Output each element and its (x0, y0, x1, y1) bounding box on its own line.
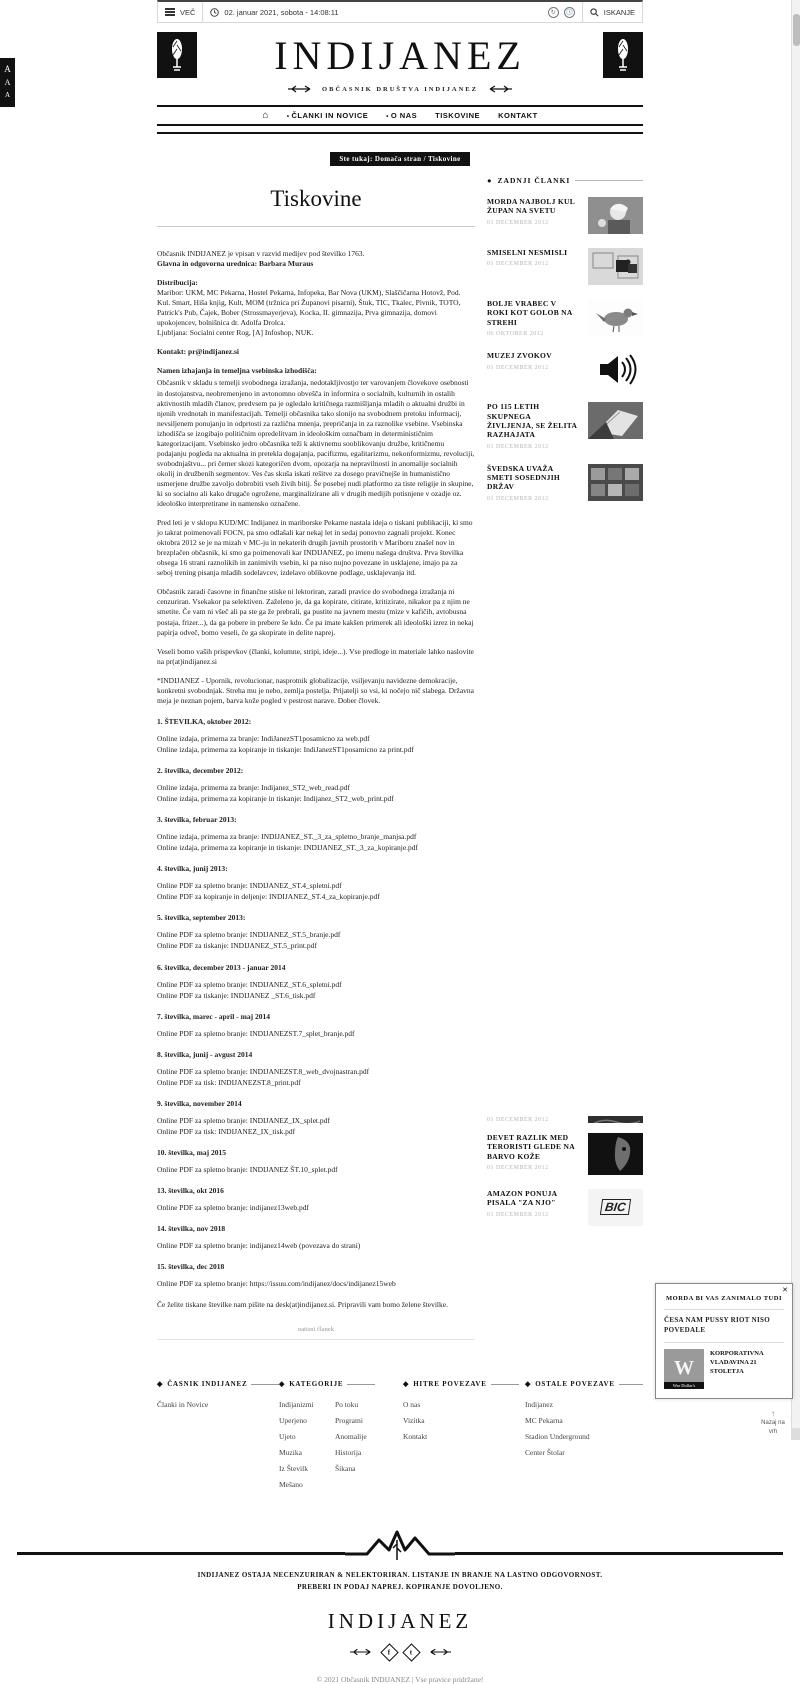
sidebar-article-date: 01 DECEMBER 2012 (487, 495, 549, 502)
issue-link[interactable]: Online PDF za spletno branje: INDIJANEZST.8_web_dvojnastran.pdf (157, 1066, 370, 1076)
datetime-text: 02. januar 2021, sobota - 14:08:11 (224, 7, 339, 17)
sidebar-article[interactable] (487, 197, 643, 234)
diamond-icon: ◆ (279, 1380, 286, 1389)
issue-heading: 10. številka, maj 2015 (157, 1148, 226, 1158)
footer-link-onas[interactable]: O nas (403, 1400, 421, 1410)
issue-link[interactable]: Online PDF za tisk: INDIJANEZ_IX_tisk.pdf (157, 1127, 296, 1136)
sidebar-article-date: 01 DECEMBER 2012 (487, 1211, 549, 1218)
dropdown-dot-icon: • (286, 114, 290, 120)
back-to-top-button[interactable] (758, 1408, 788, 1436)
more-menu-label: VEČ (180, 7, 196, 17)
browser-scrollbar[interactable] (791, 0, 800, 1440)
facebook-icon[interactable]: f (380, 1643, 398, 1661)
issue-heading: 1. ŠTEVILKA, oktober 2012: (157, 716, 252, 726)
footer-logo-text[interactable]: INDIJANEZ (327, 1608, 473, 1633)
sidebar-article[interactable] (487, 351, 643, 388)
article-column (157, 176, 475, 1354)
sidebar-article-date: 01 DECEMBER 2012 (487, 261, 549, 268)
article-thumbnail[interactable] (588, 299, 643, 336)
font-size-widget[interactable] (0, 58, 15, 107)
issue-block-9 (157, 1099, 475, 1137)
issue-link[interactable]: Online izdaja, primerna za branje: INDIJANEZ_ST._3_za_spletno_branje_manjsa.pdf (157, 832, 417, 842)
sidebar-article-title[interactable]: ŠVEDSKA UVAŽA SMETI SOSEDNJIH DRŽAV (487, 463, 561, 492)
sidebar-title-rule (575, 180, 643, 181)
sidebar-article-title[interactable]: MORDA NAJBOLJ KUL ŽUPAN NA SVETU (487, 197, 575, 216)
article-thumbnail[interactable] (588, 464, 643, 501)
bullet-icon: ● (487, 176, 493, 185)
quick-icons (541, 2, 582, 22)
footer-link-underground[interactable]: Stadion Underground (525, 1432, 590, 1442)
issue-link[interactable]: Online PDF za kopiranje in deljenje: INDIJANEZ_ST.4_za_kopiranje.pdf (157, 892, 380, 902)
nav-item-tiskovine[interactable]: TISKOVINE (435, 111, 481, 120)
distribution-label: Distribucija: (157, 278, 198, 288)
manifesto-paragraph: *INDIJANEZ - Upornik, revolucionar, nasprotnik globalizacije, vsiljevanju navidezne demokracije, konkretni svobodnjak. Streha mu je nebo, zemlja postelja. Prijatelji so vsi, ki nočejo nič slabega. Državna meja je neznan pojem, barva kože pogled v pestrost narave. Dober človek. (157, 675, 475, 705)
footer-col-header: HITRE POVEZAVE (413, 1380, 487, 1389)
refresh-icon[interactable]: ↻ (548, 7, 559, 18)
issue-heading: 7. številka, marec - april - maj 2014 (157, 1011, 270, 1021)
issue-link[interactable]: Online izdaja, primerna za branje: IndiJanezST1posamicno za web.pdf (157, 733, 370, 743)
diamond-icon: ◆ (525, 1380, 532, 1389)
twitter-icon[interactable]: t (402, 1643, 420, 1661)
sidebar-article-title[interactable]: DEVET RAZLIK MED TERORISTI GLEDE NA BARVO KOŽE (487, 1132, 575, 1161)
bic-thumbnail[interactable] (588, 1189, 643, 1226)
issue-heading: 3. številka, februar 2013: (157, 815, 237, 825)
nav-underline (157, 132, 643, 134)
issue-link[interactable]: Online PDF za spletno branje: INDIJANEZ_IX_splet.pdf (157, 1115, 330, 1125)
issue-block-8 (157, 1050, 475, 1088)
issue-heading: 9. številka, november 2014 (157, 1098, 242, 1108)
issue-link[interactable]: Online izdaja, primerna za kopiranje in tiskanje: IndiJanezST1posamicno za print.pdf (157, 744, 414, 754)
speaker-thumbnail[interactable] (588, 351, 643, 388)
sidebar-article[interactable] (487, 1133, 643, 1175)
footer-col-header: OSTALE POVEZAVE (535, 1380, 615, 1389)
issue-link[interactable]: Online PDF za spletno branje: indijanez14web (povezava do strani) (157, 1241, 361, 1251)
issue-heading: 15. številka, dec 2018 (157, 1262, 225, 1272)
arrow-ornament-icon (427, 1648, 451, 1656)
category-link[interactable]: Po toku (335, 1400, 359, 1410)
editor-line: Glavna in odgovorna urednica: Barbara Muraus (157, 259, 314, 269)
copyright-text: © 2021 Občasnik INDIJANEZ | Vse pravice pridržane! (316, 1674, 484, 1684)
font-increase-button[interactable]: A (4, 64, 11, 74)
contributions-paragraph: Veseli bomo vaših prispevkov (članki, kolumne, stripi, ideje...). Vse predloge in materiale lahko naslovite na pr(at)indijanez.si (157, 646, 474, 666)
sidebar-article[interactable] (487, 299, 643, 337)
sidebar-article-title[interactable]: AMAZON PONUJA PISALA "ZA NJO" (487, 1188, 557, 1208)
issue-heading: 4. številka, junij 2013: (157, 864, 228, 874)
category-list-right (335, 1400, 391, 1496)
history-icon[interactable]: 🕓 (564, 7, 575, 18)
issue-block-4 (157, 864, 475, 902)
tagline-text: OBČASNIK DRUŠTVA INDIJANEZ (322, 85, 478, 93)
issue-heading: 5. številka, september 2013: (157, 913, 246, 923)
up-arrow-icon: ↑ (771, 1409, 775, 1419)
category-link[interactable]: Uperjeno (279, 1416, 307, 1426)
sidebar-article[interactable] (487, 464, 643, 502)
issue-heading: 2. številka, december 2012: (157, 765, 244, 775)
datetime-display (202, 2, 345, 22)
article-thumbnail[interactable] (588, 248, 643, 285)
sidebar-title: ZADNJI ČLANKI (497, 176, 571, 185)
issue-block-5 (157, 913, 475, 951)
diamond-icon: ◆ (157, 1380, 164, 1389)
disclaimer-line-1: INDIJANEZ OSTAJA NECENZURIRAN & NELEKTORIRAN. LISTANJE IN BRANJE NA LASTNO ODGOVORNOST. (197, 1571, 603, 1580)
contact-line[interactable]: Kontakt: pr@indijanez.si (157, 347, 239, 357)
issue-block-3 (157, 815, 475, 853)
thumbnail-caption: War Dollar's (664, 1382, 704, 1389)
issue-link[interactable]: Online izdaja, primerna za branje: Indijanez_ST2_web_read.pdf (157, 783, 351, 793)
article-thumbnail[interactable] (588, 1133, 643, 1175)
top-bar (157, 0, 643, 23)
arrow-ornament-icon (288, 85, 314, 93)
arrow-ornament-icon (350, 1648, 374, 1656)
sidebar-article-date: 01 DECEMBER 2012 (487, 1164, 549, 1171)
issue-block-2 (157, 766, 475, 804)
article-thumbnail[interactable] (588, 197, 643, 234)
issue-link[interactable]: Online izdaja, primerna za kopiranje in tiskanje: Indijanez_ST2_web_print.pdf (157, 794, 394, 804)
breadcrumb[interactable]: Ste tukaj: Domača stran / Tiskovine (330, 152, 469, 166)
footer-divider (157, 1530, 643, 1564)
issue-heading: 14. številka, nov 2018 (157, 1224, 226, 1234)
category-link[interactable]: Ujeto (279, 1432, 296, 1442)
sidebar-article-title[interactable]: MUZEJ ZVOKOV (487, 351, 552, 361)
site-tagline (157, 85, 643, 93)
article-thumbnail[interactable] (588, 402, 643, 439)
footer-link-indijanez[interactable]: Indijanez (525, 1400, 553, 1410)
sidebar-article-date: 01 DECEMBER 2012 (487, 1116, 549, 1123)
feather-logo-right[interactable] (603, 32, 643, 78)
closing-paragraph: Če želite tiskane številke nam pišite na desk(at)indijanez.si. Pripravili vam bomo želene številke. (157, 1300, 448, 1310)
sidebar-article-date: 06 OKTOBER 2012 (487, 331, 544, 338)
feather-logo-left[interactable] (157, 32, 197, 78)
issue-heading: 6. številka, december 2013 - januar 2014 (157, 962, 286, 972)
arrow-ornament-icon (486, 85, 512, 93)
copyleft-paragraph: Občasnik zaradi časovne in finančne stiske ni lektoriran, zaradi pravice do svobodnega izražanja ni cenzuriran. Vsekakor pa selektiven. Zaželeno je, da ga kopirate, citirate, kritizirate, nikakor pa z njim ne smetite. Če vam ni všeč ali pa ste ga že prebrali, ga pustite na javnem mestu (mize v kafičih, avtobusna postaja, frizer...), da ga pobere in prebere še kdo. Če pa imate kakšen primerek ali ideološki izrez in nekaj papirja odveč, bomo veseli, če ga skopirate in delite naprej. (157, 587, 474, 637)
issue-link[interactable]: Online PDF za spletno branje: INDIJANEZ_ST.6_spletni.pdf (157, 979, 342, 989)
issue-block-15 (157, 1262, 475, 1289)
purpose-paragraph: Občasnik v skladu s temelji svobodnega izražanja, nedotakljivostjo ter varovanjem človekove osebnosti in dostojanstva, neobremenjeno in avtonomno obvešča in informira o socialnih, kulturnih in ostalih aktivnostih mladih članov, predvsem pa je ogledalo kritičnega razmišljanja mladih o aktualni družbi in njenih vrednotah in manifestacijah. Temelji občasnika tako slonijo na svobodnem pretoku informacij, nevsiljenem ponujanju in odprtosti za različna mnenja, prepričanja in za raznolike vsebine. Vsebinska izhodišča se izogibajo političnim opredelitvam in ideološkim označbam in determinističnim kategorizacijam. Vsebinsko jedro občasnika teži k aktivnemu sooblikovanju družbe, kritičnemu podajanju pogleda na aktualna in pretekla dogajanja, pacifizmu, egalitarizmu, nekonformizmu, revoluciji, svobodnjaštvu... pri čemer skozi kategoričen dvom, opozarja na nepravilnosti in anomalije socialnih okolij in družbenih segmentov. Ves čas skuša iskati rešitve za dosego pravičnejše in humanistično usmerjene družbe zavoljo dobrobiti vseh živih bitij. Še posebej nudi platformo za tiste religije in skupine, ki so socialno ali kako drugače ogrožene, marginalizirane ali v drugih medijih potisnjene v ozadje oz. ideološko interpretirane in namensko označene. (157, 378, 475, 509)
issue-link[interactable]: Online PDF za spletno branje: https://issuu.com/indijanez/docs/indijanez15web (157, 1279, 396, 1289)
more-menu-button[interactable] (158, 2, 202, 22)
category-link[interactable]: Šikana (335, 1464, 356, 1474)
footer-col-header: ČASNIK INDIJANEZ (167, 1380, 248, 1389)
print-article-link[interactable]: natisni članek (298, 1326, 334, 1334)
issue-block-6 (157, 963, 475, 1001)
hamburger-icon (165, 7, 175, 18)
category-link[interactable]: Anomalije (335, 1432, 367, 1442)
issue-block-10 (157, 1148, 475, 1175)
close-icon[interactable]: ✕ (782, 1286, 788, 1294)
nav-item-kontakt[interactable]: KONTAKT (498, 111, 538, 120)
footer-link-kontakt[interactable]: Kontakt (403, 1432, 428, 1442)
popup-related-item[interactable] (664, 1349, 784, 1389)
social-links (157, 1646, 643, 1659)
issue-link[interactable]: Online PDF za spletno branje: INDIJANEZST.7_splet_branje.pdf (157, 1028, 355, 1038)
registry-line: Občasnik INDIJANEZ je vpisan v razvid medijev pod številko 1763. (157, 249, 365, 258)
site-header (157, 23, 643, 97)
footer-col-header: KATEGORIJE (289, 1380, 344, 1389)
issue-block-1 (157, 717, 475, 755)
sidebar-article-title[interactable]: BOLJE VRABEC V ROKI KOT GOLOB NA STREHI (487, 299, 573, 327)
issue-link[interactable]: Online PDF za tiskanje: INDIJANEZ_ST.5_print.pdf (157, 941, 317, 951)
issue-link[interactable]: Online PDF za tiskanje: INDIJANEZ _ST.6_tisk.pdf (157, 990, 316, 1000)
clock-icon (210, 8, 219, 17)
dropdown-dot-icon: • (386, 114, 389, 120)
font-reset-button[interactable]: A (4, 78, 11, 87)
footer-link-center[interactable]: Center Štolar (525, 1448, 565, 1458)
history-paragraph: Pred leti je v sklopu KUD/MC Indijanez in mariborske Pekarne nastala ideja o tiskani publikaciji, ki smo jo takrat poimenovali FOCN, pa smo odlašali kar nekaj let in sedaj ponovno zagnali projekt. Konec oktobra 2012 se je na mizah v MC-ju in nekaterih drugih javnih prostorih v Mariboru znašel nov in brezplačen občasnik, ki smo ga poimenovali kar INDIJANEZ, po imenu našega društva. Prva številka obsega 16 strani raznolikih in zanimivih vsebin, ki pa niso nujno povezane in usklajene, imajo pa za seboj trening pisanja mladih sodelavcev, izdelavo oblikovne podlage, usklajevanja itd. (157, 518, 473, 578)
footer-link-vizitka[interactable]: Vizitka (403, 1416, 425, 1426)
back-to-top-label: Nazaj na vrh (761, 1420, 785, 1435)
war-dollars-thumbnail (664, 1349, 704, 1389)
popup-article-link[interactable]: ČESA NAM PUSSY RIOT NISO POVEDALE (664, 1316, 770, 1334)
issue-block-7 (157, 1012, 475, 1039)
article-end-rule (157, 1339, 475, 1340)
category-link[interactable]: Iz Številk (279, 1464, 308, 1474)
distribution-ljubljana: Ljubljana: Socialni center Rog, [A] Infoshop, NUK. (157, 328, 314, 338)
search-label: ISKANJE (603, 7, 635, 17)
distribution-maribor: Maribor: UKM, MC Pekarna, Hostel Pekarna, Infopeka, Bar Nova (UKM), Slaščičarna Hotovž, Pod. Kul. Smart, Hiša knjig, Kult, MOM (tržnica pri Županovi pisarni), Štuk, TIC, Tkalec, Pivnik, TOTO, Patrick's Pub, Čajek, Bober (Strossmayerjeva), Kocka, II. gimnazija, Prva gimnazija, domovi upokojencev, bolnišnica dr. Adolfa Drolca. (157, 288, 461, 328)
purpose-heading: Namen izhajanja in temeljna vsebinska izhodišča: (157, 366, 317, 376)
issue-block-13 (157, 1186, 475, 1213)
category-link[interactable]: Muzika (279, 1448, 302, 1458)
feather-icon (612, 37, 634, 73)
home-icon[interactable]: ⌂ (262, 110, 269, 121)
page-title: Tiskovine (270, 186, 362, 211)
sidebar-article[interactable] (487, 248, 643, 285)
popup-related-text: KORPORATIVNA VLADAVINA 21 STOLETJA (710, 1349, 764, 1376)
disclaimer-line-2: PREBERI IN PODAJ NAPREJ. KOPIRANJE DOVOLJENO. (297, 1582, 503, 1591)
issue-link[interactable]: Online izdaja, primerna za kopiranje in tiskanje: INDIJANEZ_ST._3_za_kopiranje.pdf (157, 843, 419, 853)
issue-link[interactable]: Online PDF za spletno branje: INDIJANEZ_ST.4_spletni.pdf (157, 881, 342, 891)
article-thumbnail[interactable] (588, 1113, 643, 1123)
footer-link-mcpekarna[interactable]: MC Pekarna (525, 1416, 563, 1426)
sidebar-article-title[interactable]: SMISELNI NESMISLI (487, 248, 568, 257)
article-body (157, 249, 475, 1310)
popup-title: MORDA BI VAS ZANIMALO TUDI (666, 1295, 782, 1302)
nav-item-onas[interactable]: • O NAS (386, 111, 418, 120)
site-logo-text[interactable]: INDIJANEZ (274, 33, 526, 78)
sidebar-article-date: 01 DECEMBER 2012 (487, 219, 549, 226)
w-logo: W (674, 1357, 694, 1380)
issue-heading: 13. številka, okt 2016 (157, 1186, 224, 1196)
search-button[interactable] (582, 2, 642, 22)
category-list-left (279, 1400, 335, 1496)
sidebar-article-tail (487, 1113, 643, 1123)
mountain-feather-icon (345, 1530, 455, 1564)
issue-link[interactable]: Online PDF za spletno branje: indijanez13web.pdf (157, 1203, 310, 1213)
category-link[interactable]: Mešano (279, 1480, 303, 1490)
sidebar-spacer (487, 516, 643, 1113)
sidebar-article-date: 01 DECEMBER 2012 (487, 443, 549, 450)
category-link[interactable]: Indijanizmi (279, 1400, 314, 1410)
sidebar-article-date: 01 DECEMBER 2012 (487, 364, 549, 371)
issue-heading: 8. številka, junij - avgust 2014 (157, 1049, 253, 1059)
scrollbar-corner (792, 1428, 800, 1440)
main-nav (157, 105, 643, 126)
sidebar-article-title[interactable]: PO 115 LETIH SKUPNEGA ŽIVLJENJA, SE ŽELITA RAZHAJATA (487, 402, 577, 440)
footer-link-clanki-novice[interactable]: Članki in Novice (157, 1400, 209, 1410)
issue-link[interactable]: Online PDF za spletno branje: INDIJANEZ ŠT.10_splet.pdf (157, 1165, 338, 1175)
category-link[interactable]: Historija (335, 1448, 362, 1458)
diamond-icon: ◆ (403, 1380, 410, 1389)
issue-link[interactable]: Online PDF za tisk: INDIJANEZST.8_print.pdf (157, 1077, 301, 1087)
search-icon (590, 8, 599, 17)
title-rule (157, 226, 475, 227)
latest-articles-sidebar (487, 176, 643, 1240)
issue-block-14 (157, 1224, 475, 1251)
issue-link[interactable]: Online PDF za spletno branje: INDIJANEZ_ST.5_branje.pdf (157, 930, 341, 940)
nav-item-clanki[interactable]: • ČLANKI IN NOVICE (286, 111, 369, 120)
feather-icon (166, 37, 188, 73)
font-decrease-button[interactable]: A (4, 91, 11, 99)
bic-logo: BIC (600, 1199, 631, 1215)
category-link[interactable]: Programi (335, 1416, 363, 1426)
sidebar-article[interactable] (487, 402, 643, 450)
related-articles-popup (655, 1283, 793, 1399)
sidebar-article[interactable] (487, 1189, 643, 1226)
footer-link-columns (157, 1380, 643, 1496)
scrollbar-thumb[interactable] (793, 14, 800, 46)
